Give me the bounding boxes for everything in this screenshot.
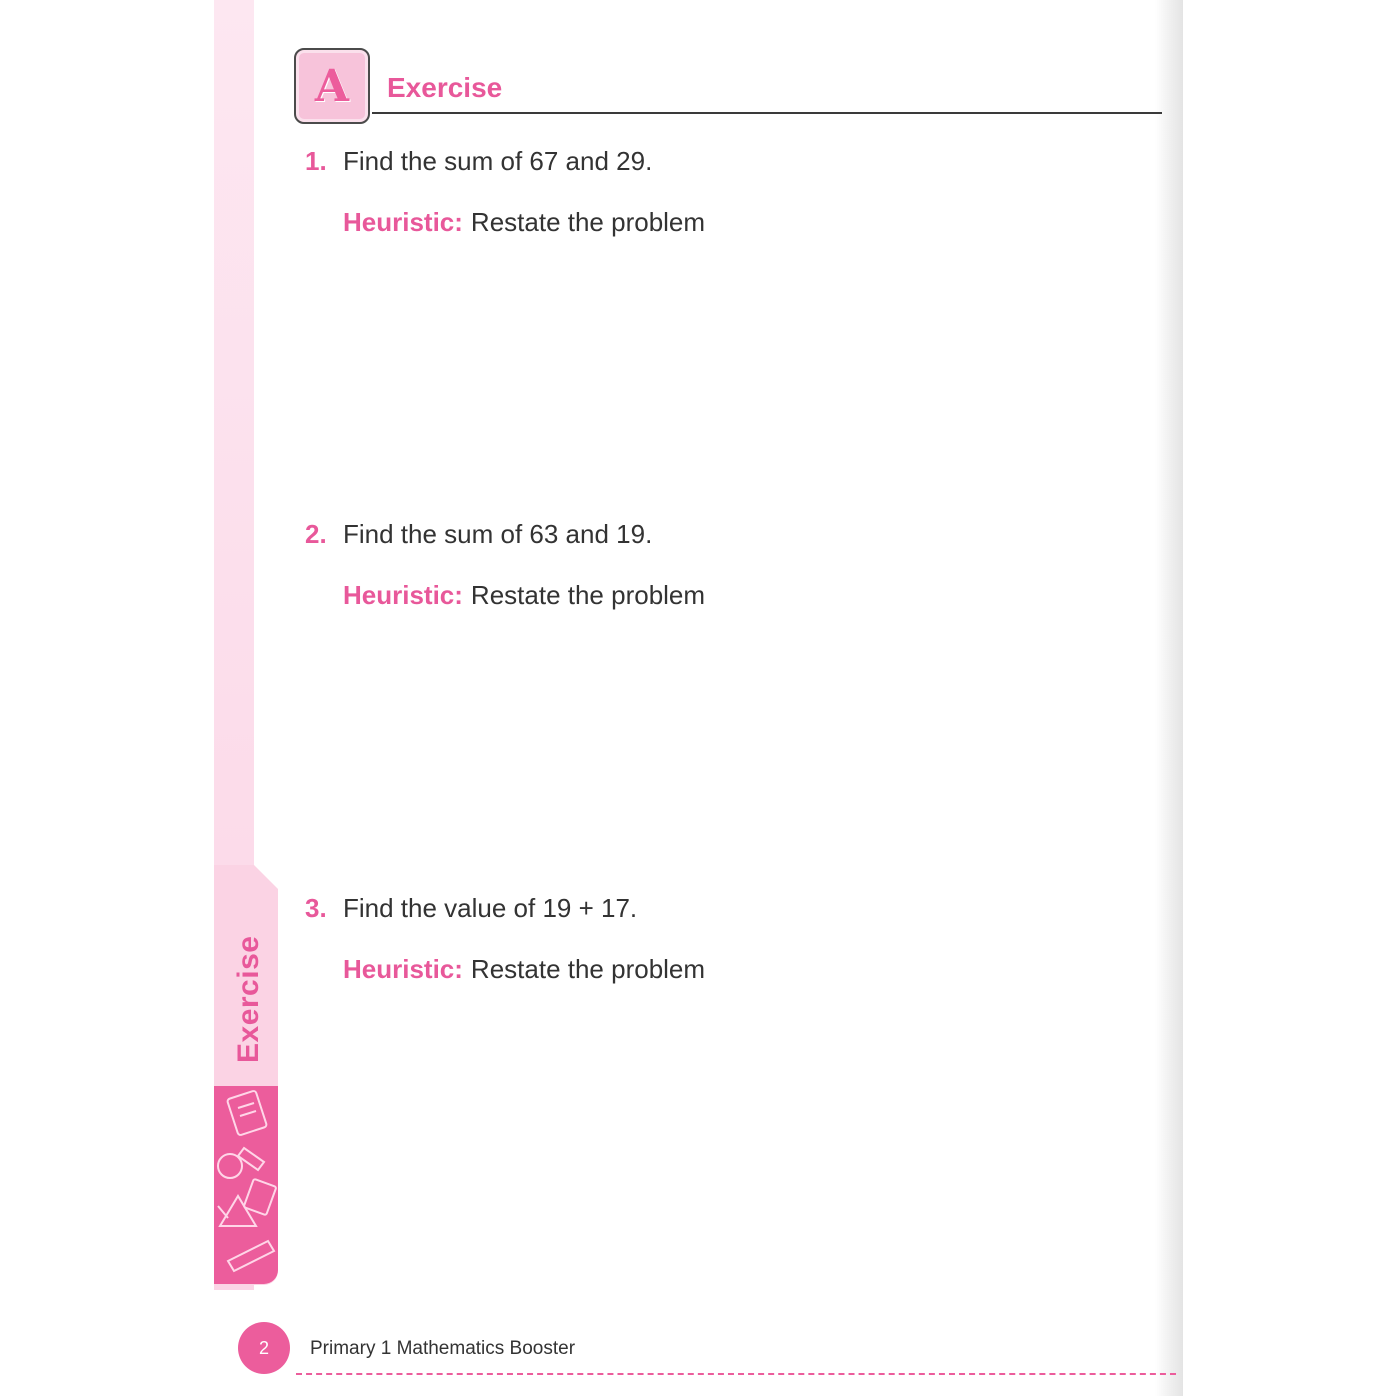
question-number: 1. <box>305 146 327 176</box>
page-edge-shadow <box>1155 0 1183 1396</box>
question-text: Find the sum of 63 and 19. <box>343 519 653 549</box>
heuristic-line <box>343 954 1125 985</box>
section-divider <box>372 112 1162 114</box>
page-number: 2 <box>238 1322 290 1374</box>
question-text: Find the value of 19 + 17. <box>343 893 638 923</box>
section-header <box>292 46 1164 122</box>
book-title: Primary 1 Mathematics Booster <box>310 1338 576 1359</box>
question-line <box>305 519 1125 550</box>
section-badge <box>294 48 370 124</box>
footer-divider <box>296 1373 1176 1375</box>
heuristic-text: Restate the problem <box>470 580 706 610</box>
side-tab-label: Exercise <box>232 935 265 1063</box>
heuristic-line <box>343 207 1125 238</box>
section-title: Exercise <box>387 72 503 103</box>
question-text: Find the sum of 67 and 29. <box>343 146 653 176</box>
section-badge-letter: A <box>314 60 350 112</box>
question-line <box>305 146 1125 177</box>
heuristic-label: Heuristic: <box>343 207 463 237</box>
question-number: 2. <box>305 519 327 549</box>
heuristic-label: Heuristic: <box>343 954 463 984</box>
heuristic-text: Restate the problem <box>470 954 706 984</box>
question-2 <box>305 519 1125 611</box>
heuristic-line <box>343 580 1125 611</box>
question-number: 3. <box>305 893 327 923</box>
stationery-illustration <box>214 1086 278 1284</box>
heuristic-text: Restate the problem <box>470 207 706 237</box>
question-1 <box>305 146 1125 238</box>
heuristic-label: Heuristic: <box>343 580 463 610</box>
question-line <box>305 893 1125 924</box>
stationery-doodle-icon <box>214 1086 278 1284</box>
question-3 <box>305 893 1125 985</box>
